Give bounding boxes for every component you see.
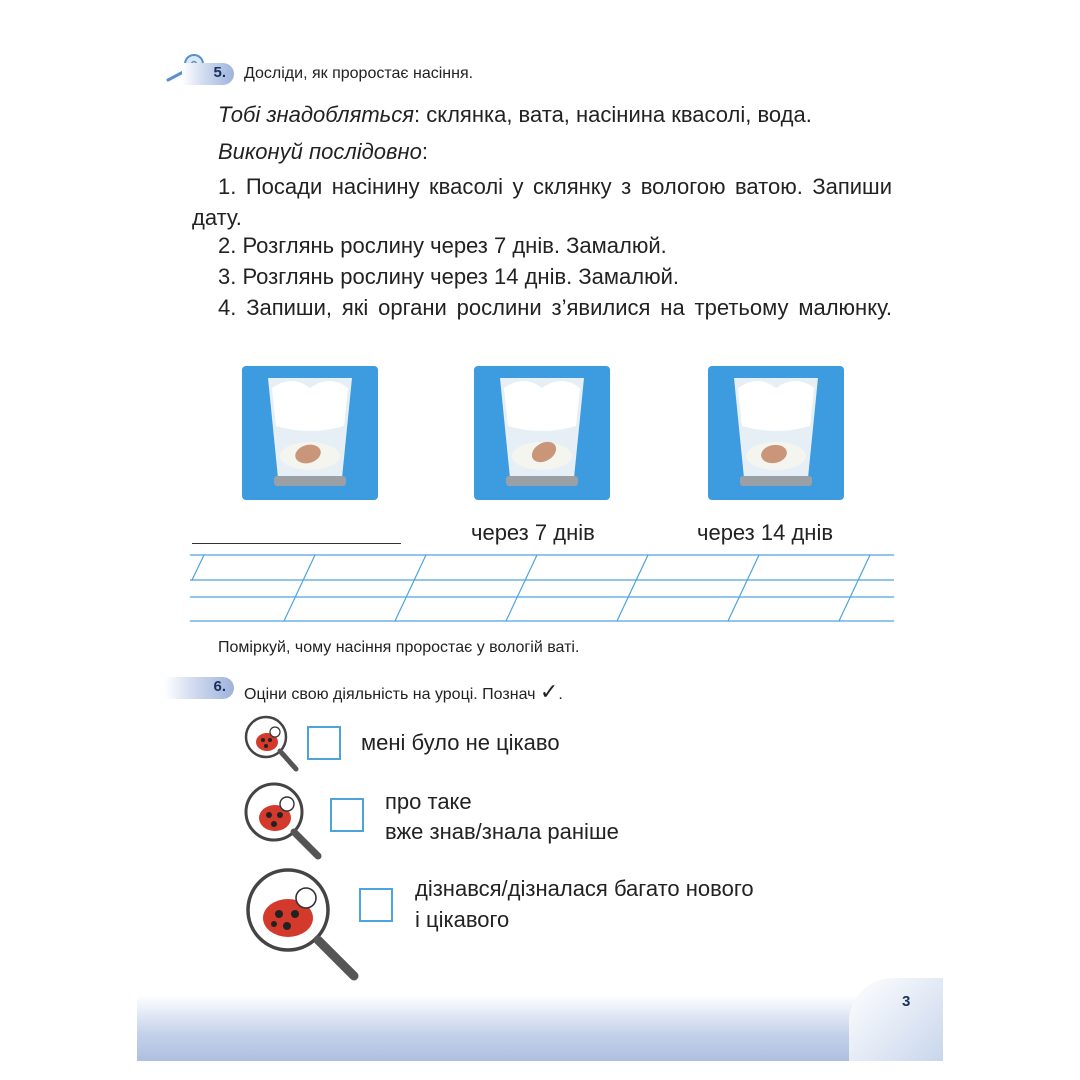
page-number-tab bbox=[849, 978, 943, 1061]
glass-image-1 bbox=[242, 366, 378, 500]
materials-items: : склянка, вата, насінина квасолі, вода. bbox=[413, 102, 812, 127]
task-5-number: 5. bbox=[213, 64, 226, 81]
caption-14-days: через 14 днів bbox=[697, 520, 834, 545]
step-4: 4. Запиши, які органи рослини з’явилися на третьому малюнку. bbox=[218, 295, 892, 320]
task-6-number: 6. bbox=[213, 678, 226, 695]
task-6-instruction: Оціни свою діяльність на уроці. Познач bbox=[244, 686, 536, 703]
materials-line bbox=[218, 99, 812, 130]
option-learned-a-lot-line-1: дізнався/дізналася багато нового bbox=[415, 876, 754, 901]
ladybug-magnifier-small-icon bbox=[242, 713, 302, 775]
reflect-question: Поміркуй, чому насіння проростає у вологій ваті. bbox=[218, 639, 580, 656]
writing-lines[interactable] bbox=[190, 552, 894, 624]
task-6-badge bbox=[164, 677, 234, 699]
check-mark-icon: ✓ bbox=[539, 679, 559, 704]
option-already-knew-line-2: вже знав/знала раніше bbox=[385, 819, 619, 844]
glass-image-3 bbox=[708, 366, 844, 500]
checkbox-not-interesting[interactable] bbox=[307, 726, 341, 760]
step-3: 3. Розглянь рослину через 14 днів. Замалюй. bbox=[218, 264, 679, 289]
ladybug-magnifier-medium-icon bbox=[240, 780, 326, 862]
step-1: 1. Посади насінину квасолі у склянку з вологою ватою. Запиши дату. bbox=[192, 174, 892, 230]
task-6-instruction-line bbox=[244, 679, 563, 705]
glass-image-2 bbox=[474, 366, 610, 500]
task-5-badge bbox=[182, 63, 234, 85]
page-number: 3 bbox=[902, 993, 911, 1010]
option-already-knew-line-1: про таке bbox=[385, 789, 472, 814]
option-not-interesting: мені було не цікаво bbox=[361, 730, 560, 755]
task-5-instruction: Досліди, як проростає насіння. bbox=[244, 65, 474, 82]
date-blank-line[interactable] bbox=[192, 543, 401, 544]
checkbox-learned-a-lot[interactable] bbox=[359, 888, 393, 922]
materials-label: Тобі знадобляться bbox=[218, 102, 414, 127]
sequence-line bbox=[218, 136, 428, 167]
page-footer-band bbox=[137, 995, 943, 1061]
task-6-instruction-end: . bbox=[558, 686, 563, 703]
caption-7-days: через 7 днів bbox=[471, 520, 595, 545]
option-learned-a-lot-line-2: і цікавого bbox=[415, 907, 510, 932]
sequence-label: Виконуй послідовно bbox=[218, 139, 422, 164]
ladybug-magnifier-large-icon bbox=[240, 864, 364, 982]
sequence-suffix: : bbox=[421, 139, 428, 164]
step-2: 2. Розглянь рослину через 7 днів. Замалюй. bbox=[218, 233, 667, 258]
checkbox-already-knew[interactable] bbox=[330, 798, 364, 832]
